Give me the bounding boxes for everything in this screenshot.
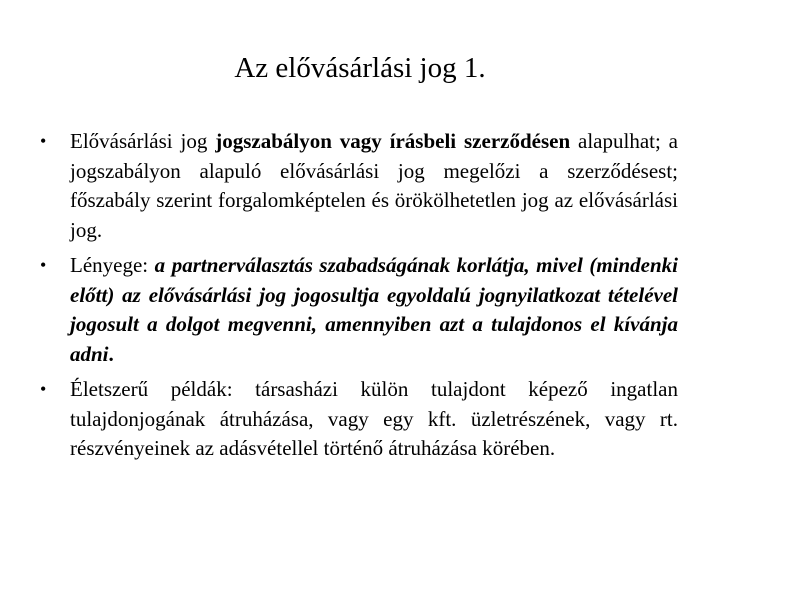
bullet-icon: • [40, 255, 47, 275]
bullet-emphasis-text: jogszabályon vagy írásbeli szerződésen [215, 129, 571, 153]
bullet-emphasis-text: a partnerválasztás szabadságának korlátja, mivel (mindenki előtt) az elővásárlási jog jogosultja egyoldalú jognyilatkozat tételével jogosult a dolgot megvenni, amennyiben azt a tulajdonos el kívánja adni [70, 253, 678, 366]
bullet-tail-text: . [108, 341, 114, 366]
bullet-item-examples [36, 375, 678, 464]
bullet-text: Életszerű példák: társasházi külön tulajdont képező ingatlan tulajdonjogának átruházása, vagy egy kft. üzletrészének, vagy rt. részvényeinek az adásvétellel történő átruházása körében. [70, 377, 678, 460]
bullet-lead-text: Elővásárlási jog [70, 129, 216, 153]
bullet-tail-text: alapulhat; a jogszabályon alapuló elővásárlási jog megelőzi a szerződésest; főszabály szerint forgalomképtelen és örökölhetetlen jog az elővásárlási jog. [70, 129, 679, 242]
bullet-icon: • [40, 379, 47, 399]
bullet-list [36, 127, 678, 470]
bullet-item-pre-emption-basis [36, 127, 678, 245]
bullet-icon: • [40, 131, 47, 151]
page-title: Az elővásárlási jog 1. [234, 52, 486, 84]
bullet-lead-text: Lényege: [70, 253, 155, 277]
bullet-item-essence [36, 251, 678, 369]
